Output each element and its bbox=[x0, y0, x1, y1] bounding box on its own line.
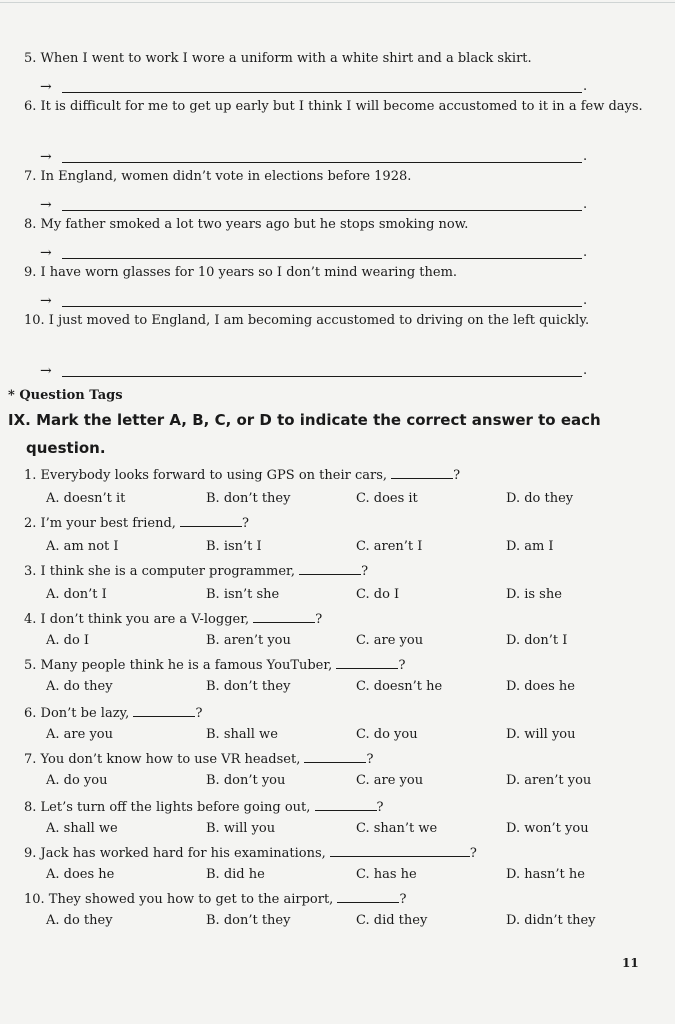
rewrite-item-8: 8. My father smoked a lot two years ago but he stops smoking now. bbox=[24, 217, 469, 232]
section-question-tags: * Question Tags bbox=[8, 388, 123, 403]
rewrite-item-9: 9. I have worn glasses for 10 years so I don’t mind wearing them. bbox=[24, 265, 458, 280]
arrow-icon: → bbox=[40, 79, 52, 95]
options-q7 bbox=[46, 772, 646, 790]
answer-blank[interactable] bbox=[336, 656, 398, 669]
option-d[interactable]: D. will you bbox=[506, 727, 576, 742]
page-number: 11 bbox=[622, 956, 639, 970]
option-a[interactable]: A. are you bbox=[46, 727, 113, 742]
options-q4 bbox=[46, 632, 646, 650]
answer-blank[interactable] bbox=[304, 750, 366, 763]
options-q2 bbox=[46, 538, 646, 556]
option-d[interactable]: D. didn’t they bbox=[506, 913, 596, 928]
question-6: 6. Don’t be lazy, ? bbox=[24, 706, 203, 721]
answer-line-6[interactable]: → . bbox=[40, 149, 588, 165]
option-b[interactable]: B. don’t you bbox=[206, 773, 286, 788]
option-b[interactable]: B. aren’t you bbox=[206, 633, 291, 648]
option-c[interactable]: C. are you bbox=[356, 633, 424, 648]
option-b[interactable]: B. shall we bbox=[206, 727, 278, 742]
option-a[interactable]: A. do they bbox=[46, 679, 113, 694]
option-c[interactable]: C. do I bbox=[356, 587, 400, 602]
section-ix-title: IX. Mark the letter A, B, C, or D to indicate the correct answer to each question. bbox=[8, 411, 601, 457]
option-a[interactable]: A. do you bbox=[46, 773, 108, 788]
option-d[interactable]: D. is she bbox=[506, 587, 562, 602]
option-d[interactable]: D. won’t you bbox=[506, 821, 589, 836]
question-3: 3. I think she is a computer programmer, ? bbox=[24, 564, 369, 579]
question-1: 1. Everybody looks forward to using GPS on their cars, ? bbox=[24, 468, 461, 483]
option-b[interactable]: B. don’t they bbox=[206, 679, 291, 694]
question-2: 2. I’m your best friend, ? bbox=[24, 516, 250, 531]
options-q6 bbox=[46, 726, 646, 744]
option-a[interactable]: A. does he bbox=[46, 867, 115, 882]
question-10: 10. They showed you how to get to the airport, ? bbox=[24, 892, 407, 907]
answer-line-8[interactable]: → . bbox=[40, 245, 588, 261]
option-a[interactable]: A. do I bbox=[46, 633, 90, 648]
answer-line-10[interactable]: → . bbox=[40, 363, 588, 379]
option-c[interactable]: C. has he bbox=[356, 867, 417, 882]
answer-line-7[interactable]: → . bbox=[40, 197, 588, 213]
option-a[interactable]: A. do they bbox=[46, 913, 113, 928]
option-b[interactable]: B. isn’t she bbox=[206, 587, 280, 602]
option-b[interactable]: B. did he bbox=[206, 867, 265, 882]
options-q1 bbox=[46, 490, 646, 508]
question-9: 9. Jack has worked hard for his examinations, ? bbox=[24, 846, 477, 861]
answer-blank[interactable] bbox=[253, 610, 315, 623]
option-a[interactable]: A. am not I bbox=[46, 539, 119, 554]
option-c[interactable]: C. shan’t we bbox=[356, 821, 438, 836]
rewrite-item-5: 5. When I went to work I wore a uniform with a white shirt and a black skirt. bbox=[24, 51, 532, 66]
answer-blank[interactable] bbox=[330, 844, 470, 857]
answer-blank[interactable] bbox=[133, 704, 195, 717]
option-b[interactable]: B. isn’t I bbox=[206, 539, 262, 554]
question-5: 5. Many people think he is a famous YouTuber, ? bbox=[24, 658, 406, 673]
option-d[interactable]: D. do they bbox=[506, 491, 574, 506]
question-8: 8. Let’s turn off the lights before going out, ? bbox=[24, 800, 384, 815]
option-d[interactable]: D. don’t I bbox=[506, 633, 568, 648]
option-c[interactable]: C. does it bbox=[356, 491, 418, 506]
option-d[interactable]: D. aren’t you bbox=[506, 773, 592, 788]
option-a[interactable]: A. doesn’t it bbox=[46, 491, 126, 506]
options-q8 bbox=[46, 820, 646, 838]
answer-blank[interactable] bbox=[337, 890, 399, 903]
answer-line-9[interactable]: → . bbox=[40, 293, 588, 309]
option-a[interactable]: A. don’t I bbox=[46, 587, 107, 602]
options-q10 bbox=[46, 912, 646, 930]
answer-blank[interactable] bbox=[299, 562, 361, 575]
question-4: 4. I don’t think you are a V-logger, ? bbox=[24, 612, 323, 627]
top-rule bbox=[0, 2, 675, 3]
option-a[interactable]: A. shall we bbox=[46, 821, 118, 836]
arrow-icon: → bbox=[40, 245, 52, 261]
option-c[interactable]: C. doesn’t he bbox=[356, 679, 443, 694]
option-c[interactable]: C. are you bbox=[356, 773, 424, 788]
question-7: 7. You don’t know how to use VR headset, ? bbox=[24, 752, 374, 767]
option-d[interactable]: D. does he bbox=[506, 679, 575, 694]
answer-blank[interactable] bbox=[180, 514, 242, 527]
answer-blank[interactable] bbox=[315, 798, 377, 811]
option-b[interactable]: B. don’t they bbox=[206, 913, 291, 928]
rewrite-item-10: 10. I just moved to England, I am becoming accustomed to driving on the left quickly. bbox=[24, 313, 590, 328]
option-c[interactable]: C. do you bbox=[356, 727, 418, 742]
answer-blank[interactable] bbox=[391, 466, 453, 479]
option-c[interactable]: C. did they bbox=[356, 913, 428, 928]
options-q9 bbox=[46, 866, 646, 884]
answer-line-5[interactable]: → . bbox=[40, 79, 588, 95]
arrow-icon: → bbox=[40, 293, 52, 309]
option-b[interactable]: B. don’t they bbox=[206, 491, 291, 506]
rewrite-item-6: 6. It is difficult for me to get up early but I think I will become accustomed to it in a few days. bbox=[24, 99, 643, 114]
option-d[interactable]: D. hasn’t he bbox=[506, 867, 585, 882]
rewrite-item-7: 7. In England, women didn’t vote in elections before 1928. bbox=[24, 169, 412, 184]
options-q3 bbox=[46, 586, 646, 604]
option-d[interactable]: D. am I bbox=[506, 539, 554, 554]
option-c[interactable]: C. aren’t I bbox=[356, 539, 423, 554]
option-b[interactable]: B. will you bbox=[206, 821, 276, 836]
arrow-icon: → bbox=[40, 197, 52, 213]
arrow-icon: → bbox=[40, 363, 52, 379]
options-q5 bbox=[46, 678, 646, 696]
arrow-icon: → bbox=[40, 149, 52, 165]
